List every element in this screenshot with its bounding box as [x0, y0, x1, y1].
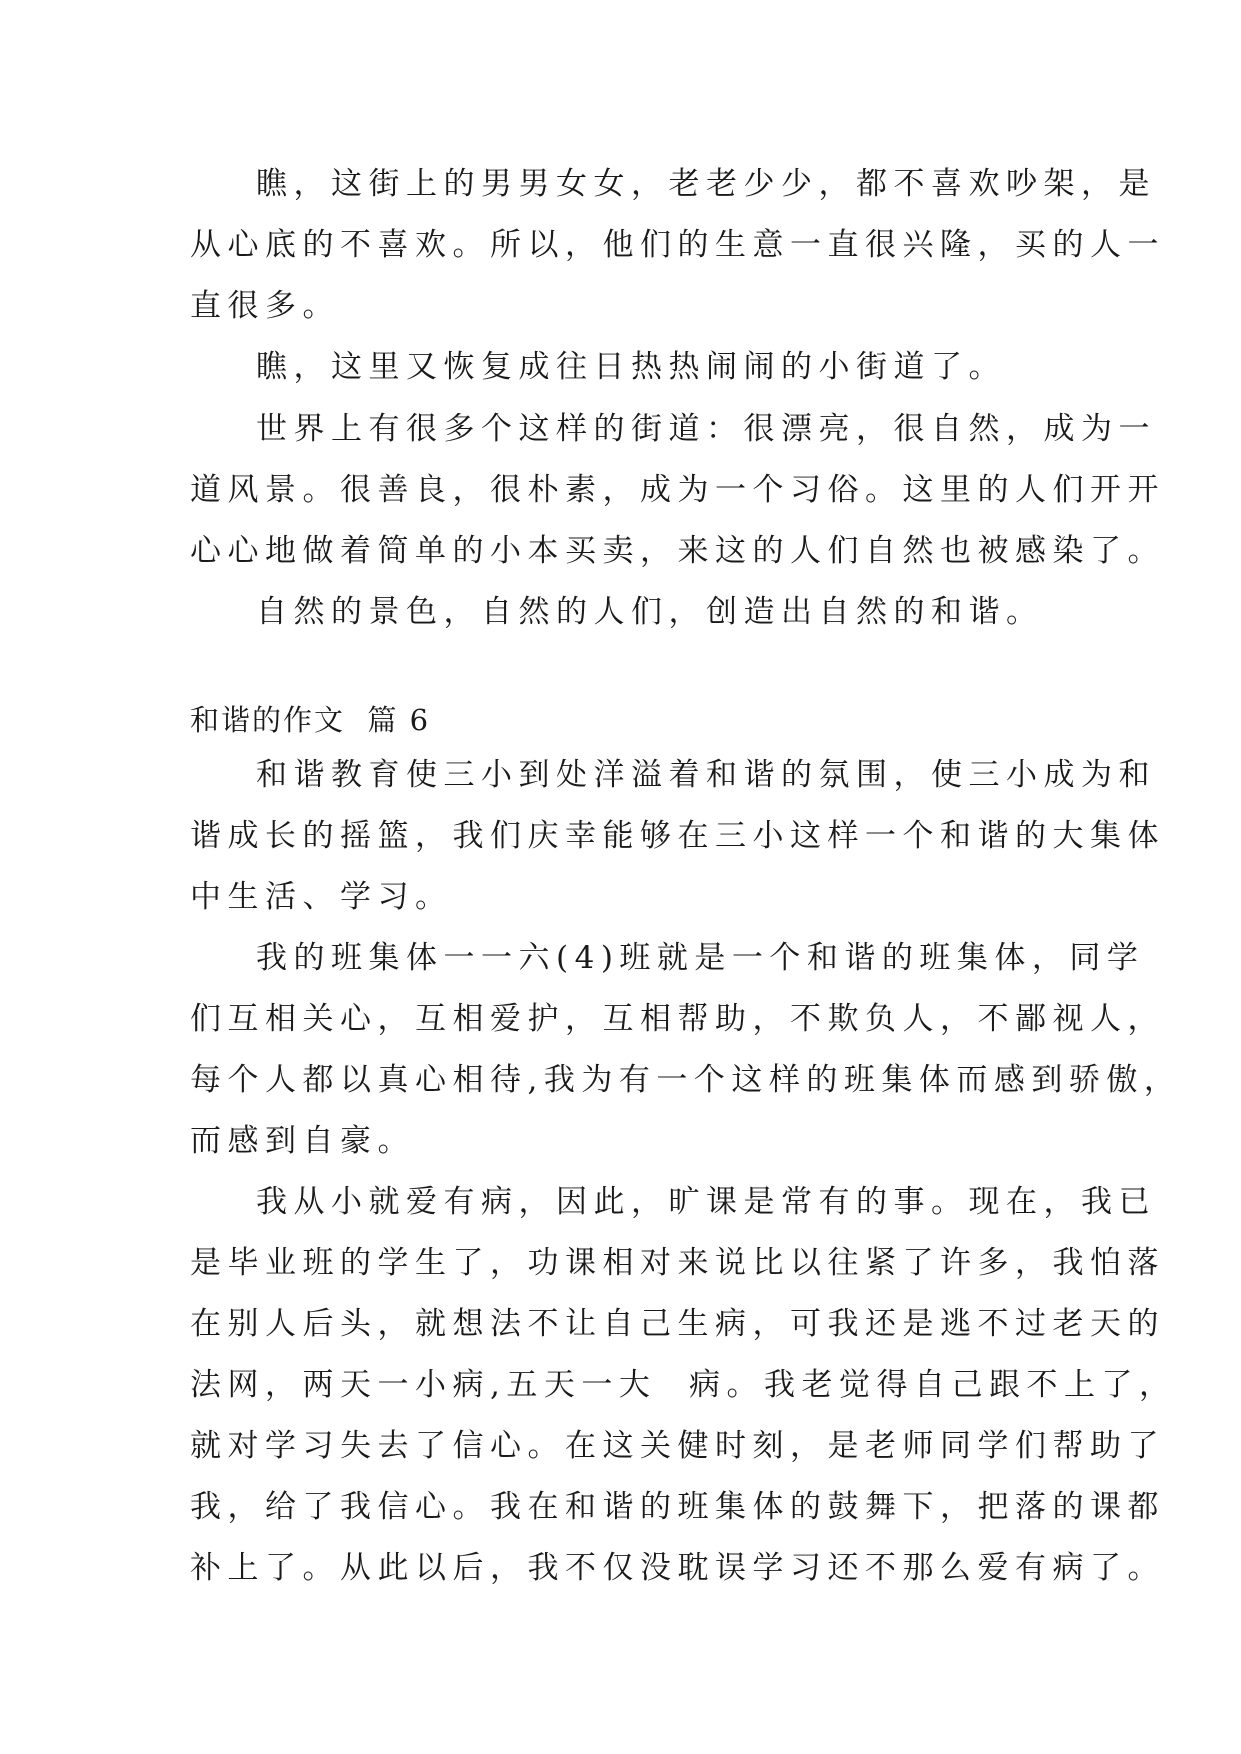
paragraph-line: 中生活、学习。	[190, 879, 453, 915]
paragraph-line: 而感到自豪。	[190, 1123, 415, 1159]
paragraph-line: 是毕业班的学生了，功课相对来说比以往紧了许多，我怕落	[190, 1245, 1165, 1281]
paragraph-line: 自然的景色，自然的人们，创造出自然的和谐。	[256, 594, 1044, 630]
paragraph-line: 道风景。很善良，很朴素，成为一个习俗。这里的人们开开	[190, 472, 1165, 508]
paragraph-line: 从心底的不喜欢。所以，他们的生意一直很兴隆，买的人一	[190, 227, 1165, 263]
section-heading: 和谐的作文 篇 6	[190, 703, 431, 737]
paragraph-line: 世界上有很多个这样的街道：很漂亮，很自然，成为一	[256, 411, 1156, 447]
paragraph-line: 瞧，这里又恢复成往日热热闹闹的小街道了。	[256, 349, 1006, 385]
paragraph-line: 我的班集体一一六(4)班就是一个和谐的班集体，同学	[256, 940, 1145, 976]
paragraph-line: 谐成长的摇篮，我们庆幸能够在三小这样一个和谐的大集体	[190, 818, 1165, 854]
paragraph-line: 我从小就爱有病，因此，旷课是常有的事。现在，我已	[256, 1184, 1156, 1220]
paragraph-line: 法网，两天一小病,五天一大 病。我老觉得自己跟不上了，	[190, 1367, 1177, 1403]
paragraph-line: 直很多。	[190, 288, 340, 324]
paragraph-line: 补上了。从此以后，我不仅没耽误学习还不那么爱有病了。	[190, 1550, 1165, 1586]
paragraph-line: 我，给了我信心。我在和谐的班集体的鼓舞下，把落的课都	[190, 1489, 1165, 1525]
paragraph-line: 在别人后头，就想法不让自己生病，可我还是逃不过老天的	[190, 1306, 1165, 1342]
paragraph-line: 们互相关心，互相爱护，互相帮助，不欺负人，不鄙视人，	[190, 1001, 1165, 1037]
paragraph-line: 和谐教育使三小到处洋溢着和谐的氛围，使三小成为和	[256, 757, 1156, 793]
paragraph-line: 每个人都以真心相待,我为有一个这样的班集体而感到骄傲，	[190, 1062, 1182, 1098]
paragraph-line: 心心地做着简单的小本买卖，来这的人们自然也被感染了。	[190, 533, 1165, 569]
paragraph-line: 瞧，这街上的男男女女，老老少少，都不喜欢吵架，是	[256, 166, 1156, 202]
paragraph-line: 就对学习失去了信心。在这关健时刻，是老师同学们帮助了	[190, 1428, 1165, 1464]
